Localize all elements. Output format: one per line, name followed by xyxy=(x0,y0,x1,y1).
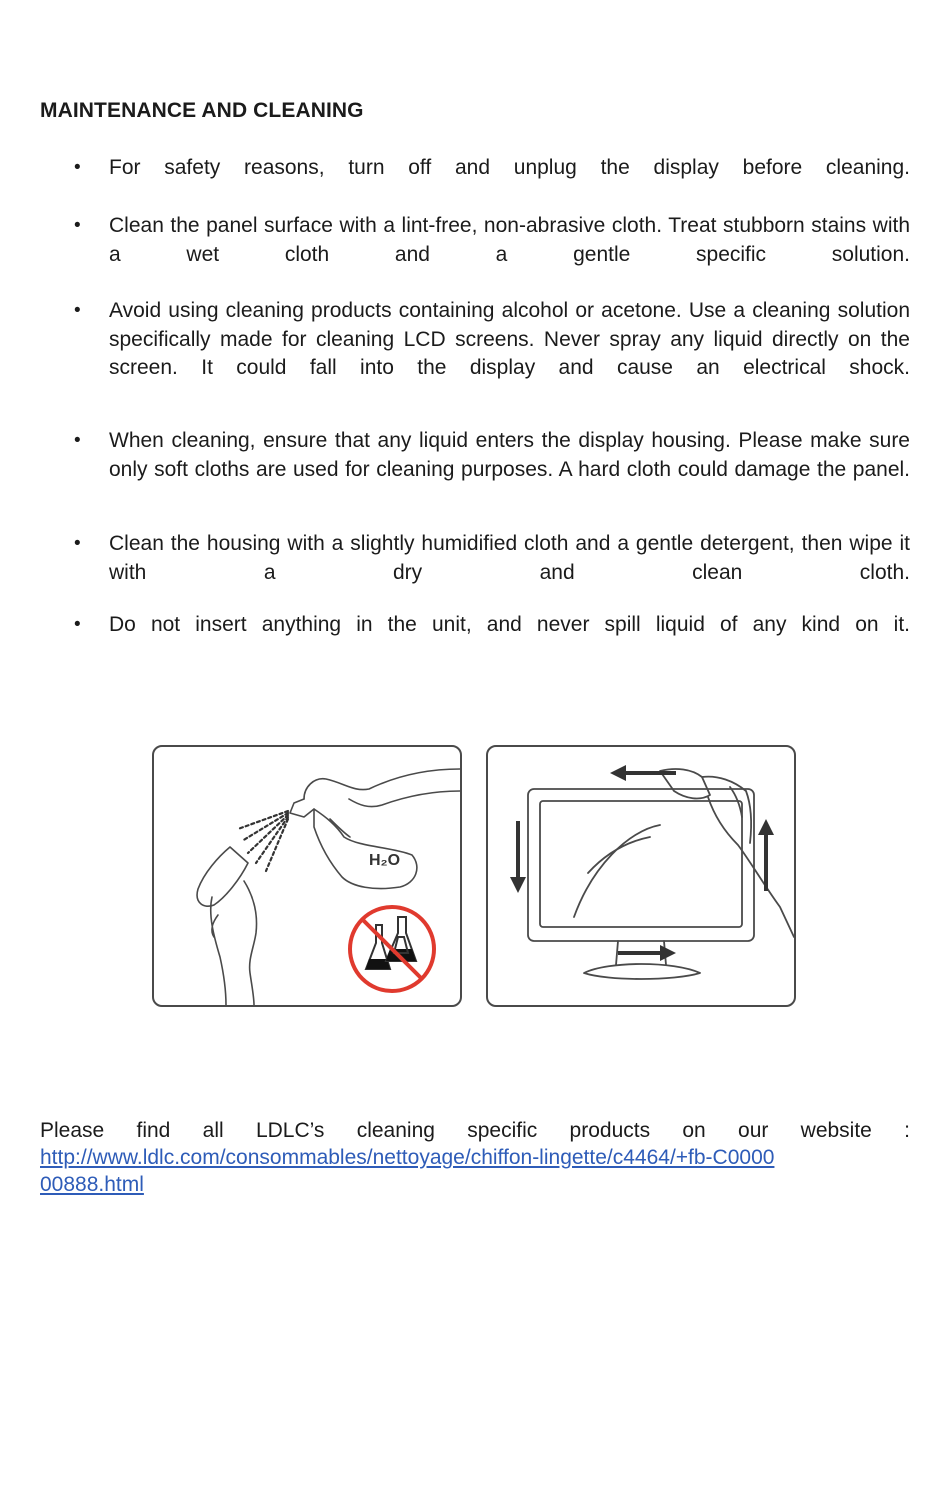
bullet-icon: • xyxy=(74,614,81,635)
spray-cleaning-drawing xyxy=(154,747,460,1005)
list-item-text: When cleaning, ensure that any liquid enters the display housing. Please make sure only soft cloths are used for cleaning purposes. A hard cloth could damage the panel. xyxy=(109,429,910,481)
products-website-link[interactable]: http://www.ldlc.com/consommables/nettoyage/chiffon-lingette/c4464/+fb-C000000888.html xyxy=(40,1146,775,1196)
arm-icon xyxy=(304,769,460,799)
list-item-text: Avoid using cleaning products containing alcohol or acetone. Use a cleaning solution specifically made for cleaning LCD screens. Never spray any liquid directly on the screen. It could fall into the display and cause an electrical shock. xyxy=(109,299,910,379)
page-title: MAINTENANCE AND CLEANING xyxy=(40,99,364,122)
website-intro-text: Please find all LDLC’s cleaning specific products on our website : xyxy=(40,1119,910,1142)
screen-wiping-panel xyxy=(486,745,796,1007)
list-item-text: Do not insert anything in the unit, and never spill liquid of any kind on it. xyxy=(109,613,910,636)
list-item-text: For safety reasons, turn off and unplug the display before cleaning. xyxy=(109,156,910,179)
arrow-right-icon xyxy=(618,945,676,961)
screen-wiping-drawing xyxy=(488,747,794,1005)
spray-cleaning-panel xyxy=(152,745,462,1007)
arrow-up-icon xyxy=(758,819,774,891)
list-item-text: Clean the housing with a slightly humidified cloth and a gentle detergent, then wipe it with a dry and clean cloth. xyxy=(109,532,910,584)
monitor-icon xyxy=(528,789,754,979)
bullet-icon: • xyxy=(74,215,81,236)
bullet-icon: • xyxy=(74,533,81,554)
no-chemicals-icon xyxy=(350,907,434,991)
spray-bottle-label: H₂O xyxy=(369,852,401,869)
bullet-icon: • xyxy=(74,157,81,178)
website-reference xyxy=(40,1117,910,1198)
arrow-down-icon xyxy=(510,821,526,893)
cleaning-illustration xyxy=(150,745,800,1010)
wiping-hand-icon xyxy=(660,769,794,937)
spray-mist-icon xyxy=(238,811,288,871)
bullet-icon: • xyxy=(74,430,81,451)
list-item-text: Clean the panel surface with a lint-free, non-abrasive cloth. Treat stubborn stains with a wet cloth and a gentle specific solution. xyxy=(109,214,910,266)
hand-with-cloth-icon xyxy=(197,847,256,1005)
bullet-icon: • xyxy=(74,300,81,321)
spray-bottle-icon xyxy=(290,799,417,889)
